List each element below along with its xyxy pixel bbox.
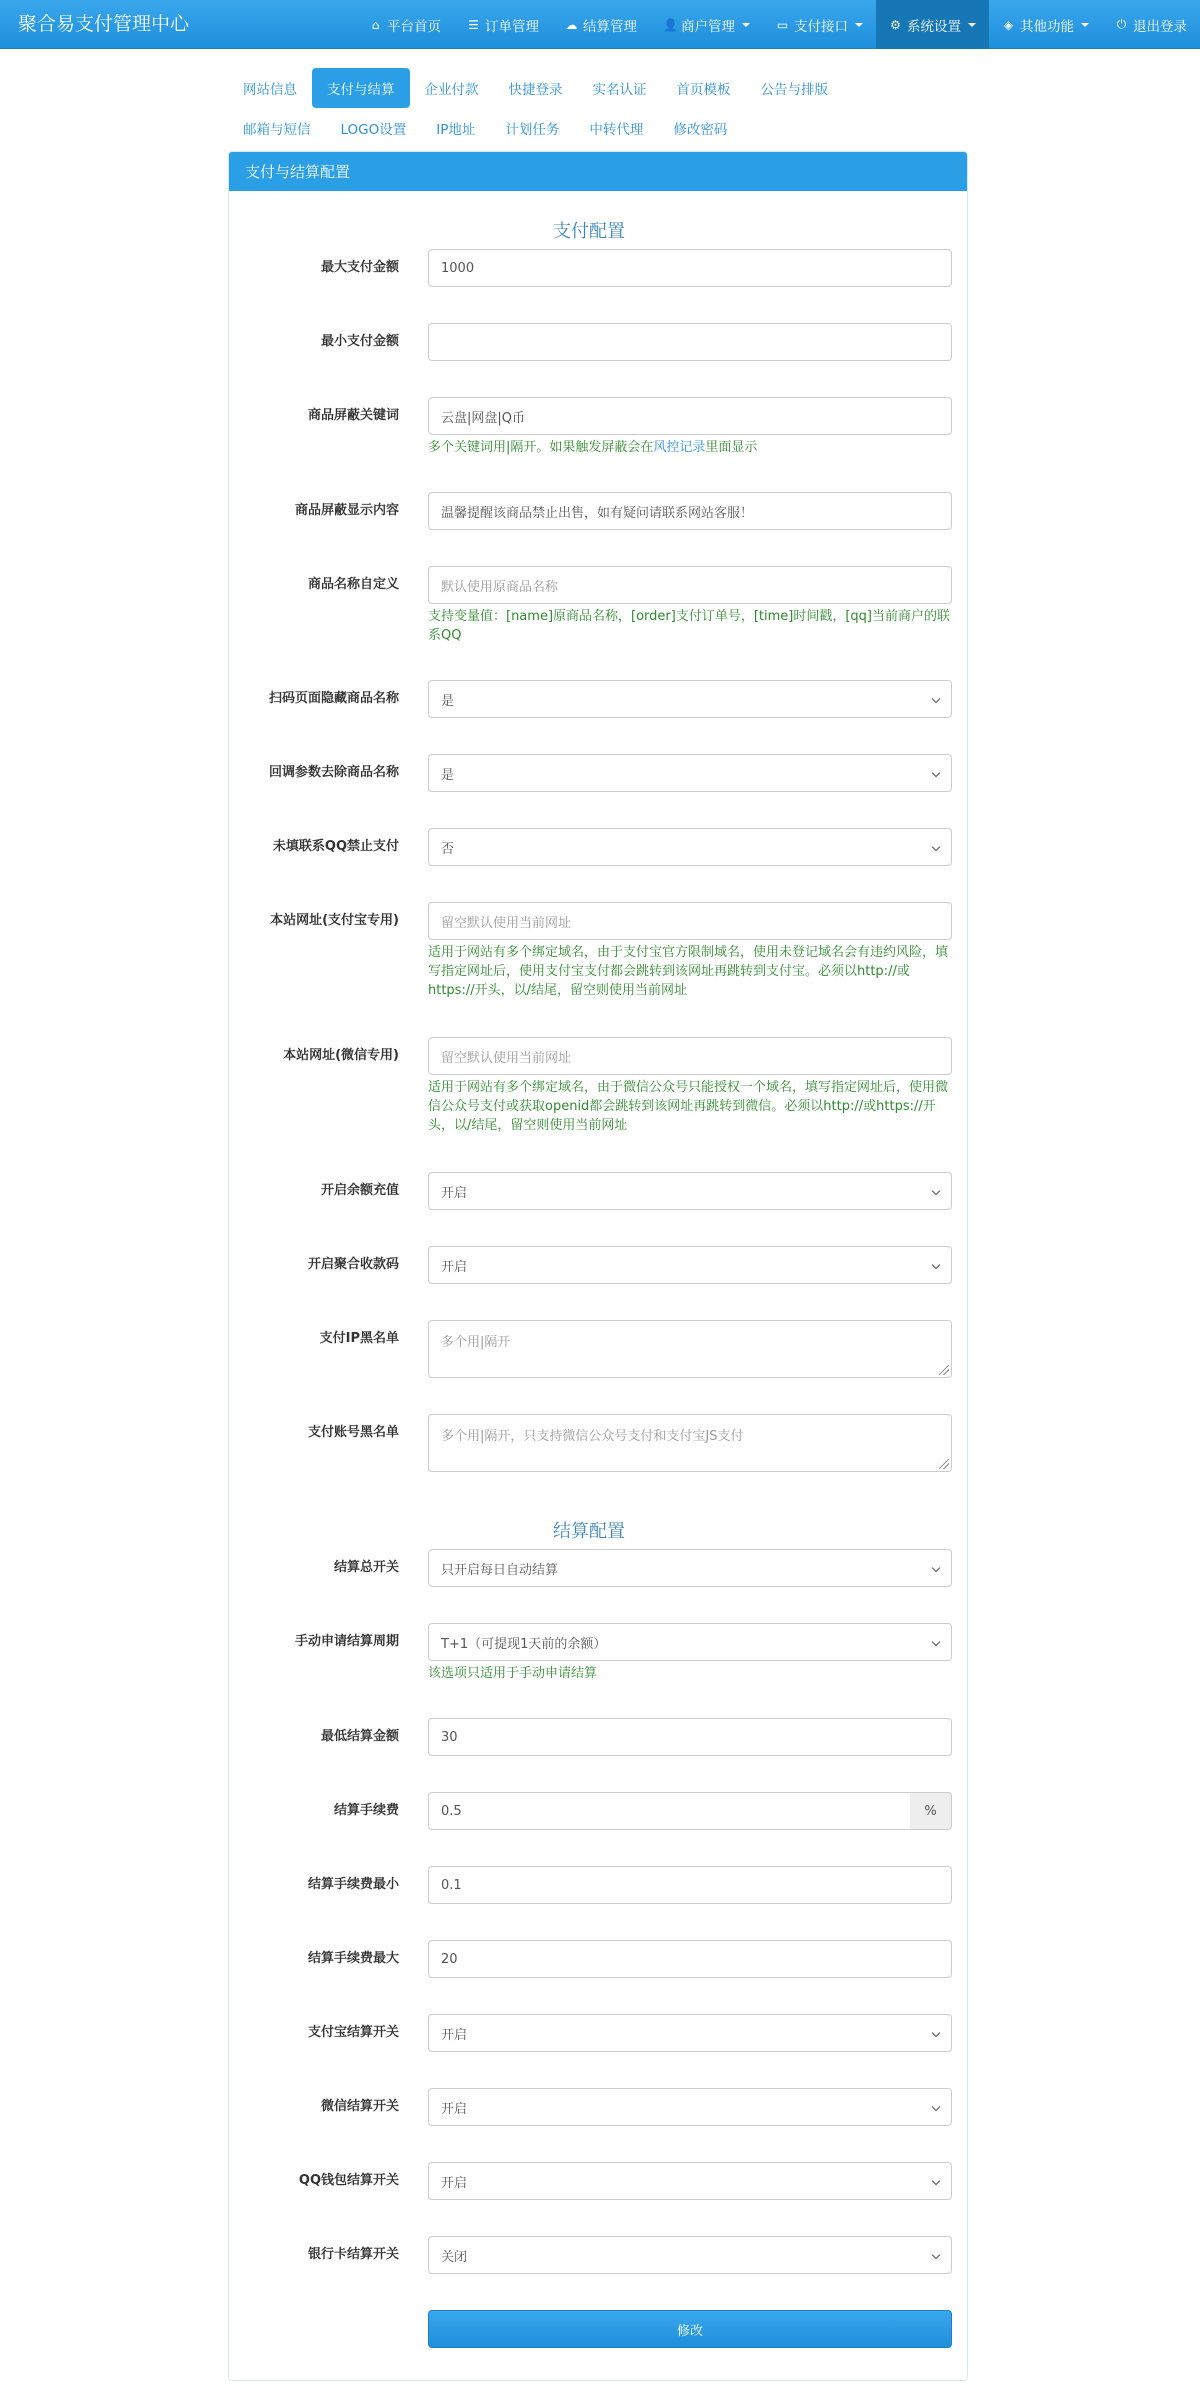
submit-button[interactable]: 修改 [428, 2310, 952, 2348]
nav-item-gear[interactable] [876, 0, 989, 49]
aggregate-qrcode-select[interactable]: 开启 [428, 1246, 952, 1284]
settle-fee-min-input[interactable]: 0.1 [428, 1866, 952, 1904]
settle-section-title: 结算配置 [553, 1521, 625, 1542]
field-label: 支付宝结算开关 [307, 2025, 399, 2040]
nav-item-label: 结算管理 [583, 18, 637, 35]
field-label: 扫码页面隐藏商品名称 [268, 691, 399, 706]
nav-item-list[interactable] [454, 0, 552, 49]
field-label: 银行卡结算开关 [307, 2247, 399, 2262]
risk-records-link[interactable]: 风控记录 [653, 440, 706, 455]
cube-icon: ◈ [1003, 17, 1014, 32]
field-label: 最小支付金额 [320, 334, 399, 349]
alipay-settle-select[interactable]: 开启 [428, 2014, 952, 2052]
settings-tab[interactable]: 中转代理 [589, 122, 644, 138]
field-label: 最大支付金额 [320, 260, 399, 275]
block-keywords-help [428, 438, 952, 457]
nav-item-cube[interactable] [989, 0, 1102, 49]
field-label: 商品屏蔽显示内容 [294, 503, 399, 518]
account-blacklist-textarea[interactable]: 多个用|隔开，只支持微信公众号支付和支付宝JS支付 [428, 1414, 952, 1472]
user-icon: 👤 [663, 17, 678, 32]
help-text: 多个关键词用|隔开。如果触发屏蔽会在 [428, 440, 654, 455]
product-name-input[interactable]: 默认使用原商品名称 [428, 566, 952, 604]
power-icon: ⏻ [1116, 17, 1127, 31]
nav-item-label: 其他功能 [1020, 18, 1074, 35]
nav-item-label: 退出登录 [1133, 18, 1187, 35]
nav-item-power[interactable] [1102, 0, 1200, 49]
wechat-settle-select[interactable]: 开启 [428, 2088, 952, 2126]
balance-recharge-select[interactable]: 开启 [428, 1172, 952, 1210]
caret-down-icon [855, 23, 863, 27]
settings-tabs [228, 68, 968, 148]
field-label: 未填联系QQ禁止支付 [272, 839, 399, 854]
site-url-alipay-help: 适用于网站有多个绑定域名，由于支付宝官方限制域名，使用未登记域名会有违约风险，填写指定网址后，使用支付宝支付都会跳转到该网址再跳转到支付宝。必须以http://或https://开头，以/结尾，留空则使用当前网址 [428, 945, 949, 998]
settings-tab[interactable]: 快捷登录 [508, 82, 563, 98]
nav-item-home[interactable] [356, 0, 454, 49]
settle-cycle-select[interactable]: T+1（可提现1天前的余额） [428, 1623, 952, 1661]
nav-item-cloud[interactable] [552, 0, 650, 49]
block-message-input[interactable]: 温馨提醒该商品禁止出售，如有疑问请联系网站客服！ [428, 492, 952, 530]
caret-down-icon [1081, 23, 1089, 27]
settings-tab[interactable]: 网站信息 [243, 82, 297, 98]
panel-title: 支付与结算配置 [229, 152, 967, 191]
field-label: 手动申请结算周期 [294, 1634, 399, 1649]
ip-blacklist-textarea[interactable]: 多个用|隔开 [428, 1320, 952, 1378]
nav-item-label: 平台首页 [387, 18, 441, 35]
field-label: 结算手续费 [333, 1803, 399, 1818]
settings-tab[interactable]: 计划任务 [505, 122, 560, 138]
field-label: QQ钱包结算开关 [298, 2173, 399, 2188]
cloud-icon: ☁ [565, 17, 578, 32]
settings-panel [228, 151, 968, 2381]
settings-tab[interactable]: 修改密码 [673, 122, 728, 138]
callback-name-select[interactable]: 是 [428, 754, 952, 792]
help-text: 里面显示 [705, 440, 758, 455]
field-label: 支付账号黑名单 [307, 1425, 399, 1440]
home-icon: ⌂ [371, 17, 380, 32]
settings-tab[interactable]: 公告与排版 [760, 82, 828, 98]
field-label: 微信结算开关 [320, 2099, 399, 2114]
no-qq-select[interactable]: 否 [428, 828, 952, 866]
field-label: 最低结算金额 [320, 1729, 399, 1744]
nav-item-credit-card[interactable] [763, 0, 876, 49]
qq-settle-select[interactable]: 开启 [428, 2162, 952, 2200]
product-name-help: 支持变量值：[name]原商品名称，[order]支付订单号，[time]时间戳，[qq]当前商户的联系QQ [428, 609, 950, 643]
field-label: 本站网址(支付宝专用) [270, 913, 399, 928]
caret-down-icon [968, 23, 976, 27]
field-label: 结算总开关 [333, 1560, 399, 1575]
field-label: 回调参数去除商品名称 [268, 765, 399, 780]
caret-down-icon [742, 23, 750, 27]
site-url-alipay-input[interactable]: 留空默认使用当前网址 [428, 902, 952, 940]
settings-tab[interactable]: IP地址 [436, 122, 476, 138]
hide-name-select[interactable]: 是 [428, 680, 952, 718]
bank-settle-select[interactable]: 关闭 [428, 2236, 952, 2274]
settle-cycle-help: 该选项只适用于手动申请结算 [428, 1666, 598, 1681]
settings-tab[interactable]: 企业付款 [424, 82, 479, 98]
list-icon: ☰ [468, 17, 479, 32]
settings-tab[interactable]: LOGO设置 [340, 122, 407, 138]
nav-item-label: 系统设置 [907, 18, 961, 35]
settle-fee-input[interactable]: 0.5 [428, 1792, 911, 1830]
settle-switch-select[interactable]: 只开启每日自动结算 [428, 1549, 952, 1587]
percent-addon: % [910, 1792, 952, 1830]
top-navbar [0, 0, 1200, 49]
pay-section-title: 支付配置 [553, 221, 625, 242]
nav-item-label: 订单管理 [485, 18, 539, 35]
nav-menu [356, 0, 1200, 49]
field-label: 结算手续费最大 [307, 1951, 399, 1966]
app-title[interactable]: 聚合易支付管理中心 [18, 13, 190, 35]
settings-tab[interactable]: 支付与结算 [312, 68, 410, 108]
min-pay-input[interactable] [428, 323, 952, 361]
gear-icon: ⚙ [890, 17, 901, 32]
credit-card-icon: ▭ [776, 17, 789, 32]
field-label: 开启余额充值 [320, 1183, 399, 1198]
settings-tab[interactable]: 实名认证 [592, 82, 647, 98]
settle-fee-group [428, 1792, 952, 1830]
block-keywords-input[interactable]: 云盘|网盘|Q币 [428, 397, 952, 435]
nav-item-label: 支付接口 [794, 18, 848, 35]
site-url-wechat-input[interactable]: 留空默认使用当前网址 [428, 1037, 952, 1075]
field-label: 本站网址(微信专用) [283, 1048, 399, 1063]
settings-tab[interactable]: 邮箱与短信 [243, 122, 311, 138]
settle-fee-max-input[interactable]: 20 [428, 1940, 952, 1978]
tab-row [228, 68, 968, 108]
site-url-wechat-help: 适用于网站有多个绑定域名，由于微信公众号只能授权一个域名，填写指定网址后，使用微信公众号支付或获取openid都会跳转到该网址再跳转到微信。必须以http://或https://开头，以/结尾，留空则使用当前网址 [428, 1080, 949, 1133]
max-pay-input[interactable]: 1000 [428, 249, 952, 287]
field-label: 结算手续费最小 [307, 1877, 399, 1892]
nav-item-user[interactable] [650, 0, 763, 49]
tab-row [228, 108, 968, 148]
settings-tab[interactable]: 首页模板 [676, 82, 731, 98]
field-label: 商品屏蔽关键词 [307, 408, 399, 423]
nav-item-label: 商户管理 [681, 18, 735, 35]
field-label: 支付IP黑名单 [319, 1331, 399, 1346]
field-label: 开启聚合收款码 [307, 1257, 399, 1272]
field-label: 商品名称自定义 [307, 577, 399, 592]
min-settle-input[interactable]: 30 [428, 1718, 952, 1756]
